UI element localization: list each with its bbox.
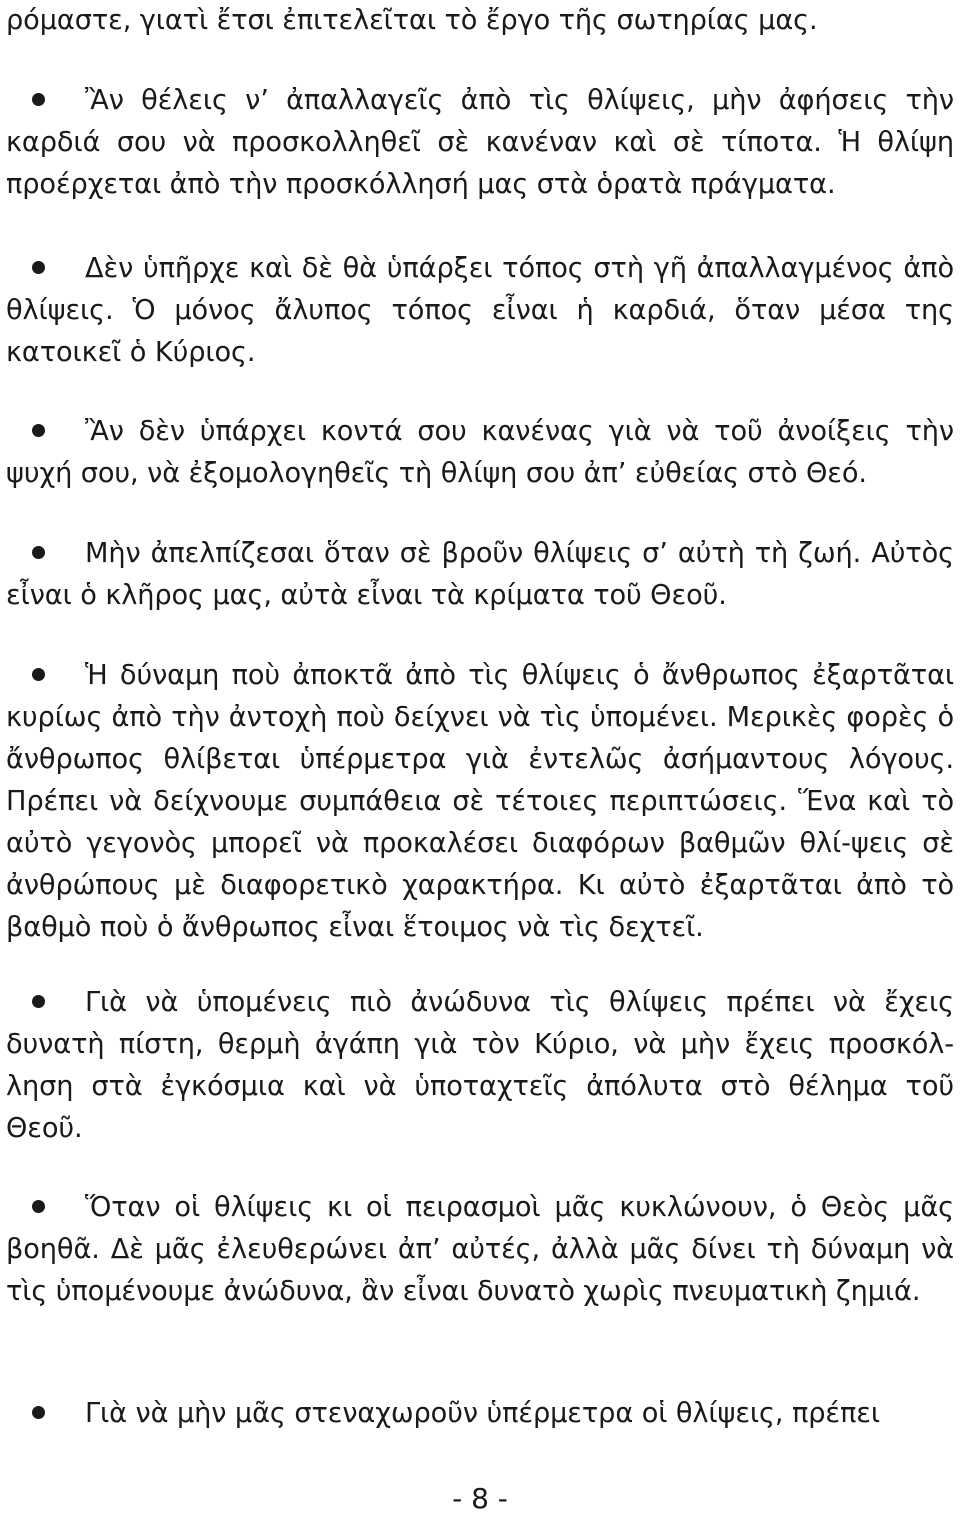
bullet-icon xyxy=(32,995,45,1008)
bullet-paragraph-3 xyxy=(6,411,954,495)
bullet-paragraph-2 xyxy=(6,248,954,374)
bullet-icon xyxy=(32,1200,45,1213)
bullet-icon xyxy=(32,546,45,559)
bullet-icon xyxy=(32,261,45,274)
document-page xyxy=(6,0,954,1520)
bullet-icon xyxy=(32,93,45,106)
bullet-paragraph-4 xyxy=(6,533,954,617)
intro-line: ρόμαστε, γιατὶ ἔτσι ἐπιτελεῖται τὸ ἔργο τῆς σωτηρίας μας. xyxy=(6,5,818,36)
bullet-text-1: Ἂν θέλεις ν’ ἀπαλλαγεῖς ἀπὸ τὶς θλίψεις, μὴν ἀφήσεις τὴν καρδιά σου νὰ προσκολληθεῖ σὲ κανέναν καὶ σὲ τίποτα. Ἡ θλίψη προέρχεται ἀπὸ τὴν προσκόλλησή μας στὰ ὁρατὰ πράγματα. xyxy=(6,85,954,200)
bullet-text-7: Ὅταν οἱ θλίψεις κι οἱ πειρασμοὶ μᾶς κυκλώνουν, ὁ Θεὸς μᾶς βοηθᾶ. Δὲ μᾶς ἐλευθερώνει ἀπ’ αὐτές, ἀλλὰ μᾶς δίνει τὴ δύναμη νὰ τὶς ὑπομένουμε ἀνώδυνα, ἂν εἶναι δυνατὸ χωρὶς πνευματικὴ ζημιά. xyxy=(6,1192,954,1307)
bullet-text-6: Γιὰ νὰ ὑπομένεις πιὸ ἀνώδυνα τὶς θλίψεις πρέπει νὰ ἔχεις δυνατὴ πίστη, θερμὴ ἀγάπη γιὰ τὸν Κύριο, νὰ μὴν ἔχεις προσκόλ-ληση στὰ ἐγκόσμια καὶ νὰ ὑποταχτεῖς ἀπόλυτα στὸ θέλημα τοῦ Θεοῦ. xyxy=(6,987,954,1144)
bullet-icon xyxy=(32,424,45,437)
page-number: - 8 - xyxy=(452,1482,508,1515)
bullet-text-5: Ἡ δύναμη ποὺ ἀποκτᾶ ἀπὸ τὶς θλίψεις ὁ ἄνθρωπος ἐξαρτᾶται κυρίως ἀπὸ τὴν ἀντοχὴ ποὺ δείχνει νὰ τὶς ὑπομένει. Μερικὲς φορὲς ὁ ἄνθρωπος θλίβεται ὑπέρμετρα γιὰ ἐντελῶς ἀσήμαντους λόγους. Πρέπει νὰ δείχνουμε συμπάθεια σὲ τέτοιες περιπτώσεις. Ἕνα καὶ τὸ αὐτὸ γεγονὸς μπορεῖ νὰ προκαλέσει διαφόρων βαθμῶν θλί-ψεις σὲ ἀνθρώπους μὲ διαφορετικὸ χαρακτήρα. Κι αὐτὸ ἐξαρτᾶται ἀπὸ τὸ βαθμὸ ποὺ ὁ ἄνθρωπος εἶναι ἕτοιμος νὰ τὶς δεχτεῖ. xyxy=(6,660,954,943)
bullet-paragraph-1 xyxy=(6,80,954,206)
bullet-icon xyxy=(32,668,45,681)
bullet-text-2: Δὲν ὑπῆρχε καὶ δὲ θὰ ὑπάρξει τόπος στὴ γῆ ἀπαλλαγμένος ἀπὸ θλίψεις. Ὁ μόνος ἄλυπος τόπος εἶναι ἡ καρδιά, ὅταν μέσα της κατοικεῖ ὁ Κύριος. xyxy=(6,253,954,368)
bullet-paragraph-8 xyxy=(6,1393,954,1435)
bullet-icon xyxy=(32,1406,45,1419)
bullet-paragraph-7 xyxy=(6,1187,954,1313)
bullet-text-4: Μὴν ἀπελπίζεσαι ὅταν σὲ βροῦν θλίψεις σ’ αὐτὴ τὴ ζωή. Αὐτὸς εἶναι ὁ κλῆρος μας, αὐτὰ εἶναι τὰ κρίματα τοῦ Θεοῦ. xyxy=(6,538,954,611)
bullet-paragraph-6 xyxy=(6,982,954,1150)
bullet-text-8: Γιὰ νὰ μὴν μᾶς στεναχωροῦν ὑπέρμετρα οἱ θλίψεις, πρέπει xyxy=(85,1398,880,1429)
bullet-paragraph-5 xyxy=(6,655,954,949)
bullet-text-3: Ἂν δὲν ὑπάρχει κοντά σου κανένας γιὰ νὰ τοῦ ἀνοίξεις τὴν ψυχή σου, νὰ ἐξομολογηθεῖς τὴ θλίψη σου ἀπ’ εὐθείας στὸ Θεό. xyxy=(6,416,954,489)
